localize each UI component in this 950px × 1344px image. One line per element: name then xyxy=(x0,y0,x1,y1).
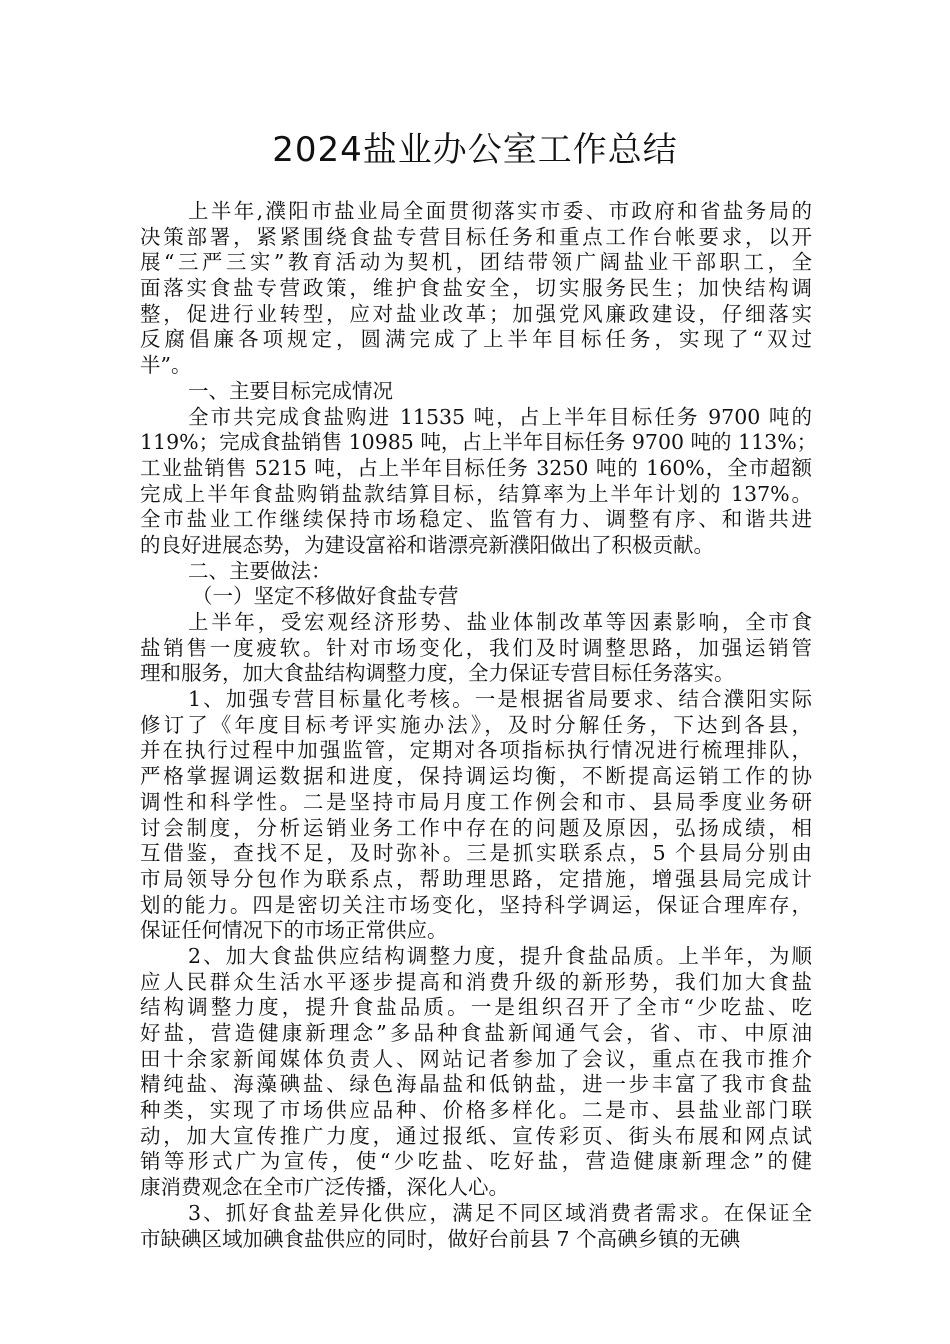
text-line: 严格掌握调运数据和进度，保持调运均衡，不断提高运销工作的协 xyxy=(140,764,812,789)
text-line: 3、抓好食盐差异化供应，满足不同区域消费者需求。在保证全 xyxy=(188,1200,812,1225)
text-line: 2、加大食盐供应结构调整力度，提升食盐品质。上半年，为顺 xyxy=(188,943,812,968)
text-line: 结构调整力度，提升食盐品质。一是组织召开了全市“少吃盐、吃 xyxy=(140,995,812,1020)
text-line: 理和服务，加大食盐结构调整力度，全力保证专营目标任务落实。 xyxy=(140,661,735,686)
text-line: 讨会制度，分析运销业务工作中存在的问题及原因，弘扬成绩，相 xyxy=(140,815,812,840)
text-line: 半”。 xyxy=(140,353,192,378)
text-line: 应人民群众生活水平逐步提高和消费升级的新形势，我们加大食盐 xyxy=(140,969,812,994)
text-line: 119%；完成食盐销售 10985 吨，占上半年目标任务 9700 吨的 113%； xyxy=(140,430,818,455)
text-line: 决策部署，紧紧围绕食盐专营目标任务和重点工作台帐要求，以开 xyxy=(140,224,812,249)
document-title: 2024盐业办公室工作总结 xyxy=(272,130,678,170)
text-line: 精纯盐、海藻碘盐、绿色海晶盐和低钠盐，进一步丰富了我市食盐 xyxy=(140,1072,812,1097)
text-line: 全市共完成食盐购进 11535 吨，占上半年目标任务 9700 吨的 xyxy=(188,404,812,429)
text-line: 面落实食盐专营政策，维护食盐安全，切实服务民生；加快结构调 xyxy=(140,276,812,301)
text-line: 修订了《年度目标考评实施办法》，及时分解任务，下达到各县， xyxy=(140,712,812,737)
text-line: 互借鉴，查找不足，及时弥补。三是抓实联系点，5 个县局分别由 xyxy=(140,841,812,866)
text-line: 全市盐业工作继续保持市场稳定、监管有力、调整有序、和谐共进 xyxy=(140,507,812,532)
text-line: 并在执行过程中加强监管，定期对各项指标执行情况进行梳理排队， xyxy=(140,738,812,763)
text-line: 市缺碘区域加碘食盐供应的同时，做好台前县 7 个高碘乡镇的无碘 xyxy=(140,1226,741,1251)
text-line: 1、加强专营目标量化考核。一是根据省局要求、结合濮阳实际 xyxy=(188,687,812,712)
text-line: 保证任何情况下的市场正常供应。 xyxy=(140,918,448,943)
section-heading: （一）坚定不移做好食盐专营 xyxy=(192,584,459,609)
text-line: 反腐倡廉各项规定，圆满完成了上半年目标任务，实现了“双过 xyxy=(140,327,812,352)
text-line: 展“三严三实”教育活动为契机，团结带领广阔盐业干部职工，全 xyxy=(140,250,812,275)
section-heading: 一、主要目标完成情况 xyxy=(188,378,393,403)
text-line: 的良好进展态势，为建设富裕和谐漂亮新濮阳做出了积极贡献。 xyxy=(140,532,714,557)
text-line: 动，加大宣传推广力度，通过报纸、宣传彩页、街头布展和网点试 xyxy=(140,1123,812,1148)
text-line: 市局领导分包作为联系点，帮助理思路，定措施，增强县局完成计 xyxy=(140,866,812,891)
text-line: 整，促进行业转型，应对盐业改革；加强党风廉政建设，仔细落实 xyxy=(140,301,812,326)
text-line: 完成上半年食盐购销盐款结算目标，结算率为上半年计划的 137%。 xyxy=(140,481,812,506)
text-line: 调性和科学性。二是坚持市局月度工作例会和市、县局季度业务研 xyxy=(140,789,812,814)
text-line: 工业盐销售 5215 吨，占上半年目标任务 3250 吨的 160%，全市超额 xyxy=(140,455,812,480)
text-line: 销等形式广为宣传，使“少吃盐、吃好盐，营造健康新理念”的健 xyxy=(140,1149,812,1174)
text-line: 田十余家新闻媒体负责人、网站记者参加了会议，重点在我市推介 xyxy=(140,1046,812,1071)
section-heading: 二、主要做法： xyxy=(188,558,332,583)
text-line: 盐销售一度疲软。针对市场变化，我们及时调整思路，加强运销管 xyxy=(140,635,812,660)
text-line: 康消费观念在全市广泛传播，深化人心。 xyxy=(140,1175,509,1200)
text-line: 种类，实现了市场供应品种、价格多样化。二是市、县盐业部门联 xyxy=(140,1098,812,1123)
document-body xyxy=(140,199,818,1252)
text-line: 上半年,濮阳市盐业局全面贯彻落实市委、市政府和省盐务局的 xyxy=(188,199,812,223)
text-line: 划的能力。四是密切关注市场变化，坚持科学调运，保证合理库存， xyxy=(140,892,812,917)
text-line: 好盐，营造健康新理念”多品种食盐新闻通气会，省、市、中原油 xyxy=(140,1021,812,1045)
text-line: 上半年，受宏观经济形势、盐业体制改革等因素影响，全市食 xyxy=(188,610,812,634)
